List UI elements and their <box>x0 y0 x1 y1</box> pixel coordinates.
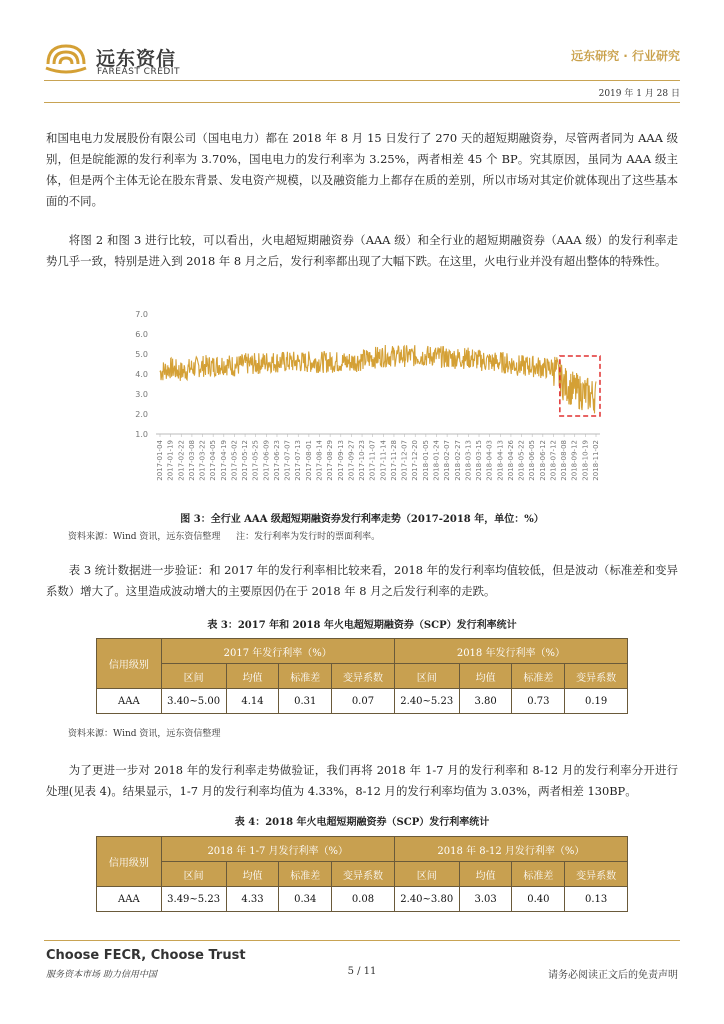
x-tick-label: 2018-02-07 <box>443 440 452 481</box>
x-tick-label: 2017-02-22 <box>177 440 186 481</box>
y-tick-label: 5.0 <box>135 350 148 359</box>
paragraph-1 <box>46 128 678 212</box>
paragraph-1-text: 和国电电力发展股份有限公司（国电电力）都在 2018 年 8 月 15 日发行了 270 天的超短期融资券，尽管两者同为 AAA 级别，但是皖能源的发行利率为 3.70%，国电电力的发行利率为 3.25%，两者相差 45 个 BP。究其原因，虽同为 AAA 级主体，但是两个主体无论在股东背景、发电资产规模，以及融资能力上都存在质的差别，所以市场对其定价就体现出了这些基本面的不同。 <box>46 131 678 208</box>
table-4-cell: 3.49~5.23 <box>161 887 226 912</box>
footer-disclaimer: 请务必阅读正文后的免责声明 <box>548 970 678 981</box>
table-3-cell: 0.31 <box>279 689 332 714</box>
y-tick-label: 3.0 <box>135 390 148 399</box>
x-tick-label: 2017-05-02 <box>230 440 239 481</box>
table-4-rating-header: 信用级别 <box>97 837 162 887</box>
x-tick-label: 2017-07-13 <box>294 440 303 481</box>
x-tick-label: 2018-05-22 <box>517 440 526 481</box>
y-tick-label: 2.0 <box>135 410 148 419</box>
header-rule-thin <box>44 102 680 103</box>
table-3-cell: 2.40~5.23 <box>394 689 459 714</box>
table-3-cell: 4.14 <box>226 689 279 714</box>
table-3-caption: 表 3：2017 年和 2018 年火电超短期融资券（SCP）发行利率统计 <box>207 620 517 631</box>
table-3-col: 标准差 <box>512 664 565 689</box>
x-tick-label: 2017-03-22 <box>198 440 207 481</box>
figure-3-chart <box>120 306 620 502</box>
x-tick-label: 2017-04-19 <box>219 440 228 481</box>
x-tick-label: 2018-04-26 <box>506 440 515 481</box>
table-3-col: 均值 <box>226 664 279 689</box>
table-4-col: 区间 <box>394 862 459 887</box>
y-tick-label: 6.0 <box>135 330 148 339</box>
y-tick-label: 4.0 <box>135 370 148 379</box>
line-chart <box>120 306 620 502</box>
x-tick-label: 2017-01-19 <box>166 440 175 481</box>
x-tick-label: 2017-05-12 <box>241 440 250 481</box>
logo-icon <box>44 40 88 76</box>
table-4-cell: 3.03 <box>459 887 512 912</box>
x-tick-label: 2017-12-20 <box>411 440 420 481</box>
figure-3-caption: 图 3：全行业 AAA 级超短期融资券发行利率走势（2017-2018 年，单位：%） <box>180 514 544 525</box>
footer-slogan: Choose FECR, Choose Trust <box>46 948 246 963</box>
x-tick-label: 2018-11-02 <box>592 440 600 481</box>
x-tick-label: 2017-05-25 <box>251 440 260 481</box>
x-tick-label: 2017-06-09 <box>262 440 271 481</box>
table-3-cell: 0.07 <box>332 689 395 714</box>
x-tick-label: 2018-06-05 <box>528 440 537 481</box>
figure-3-note: 注：发行利率为发行时的票面利率。 <box>236 532 381 542</box>
table-4-cell: 0.40 <box>512 887 565 912</box>
x-tick-label: 2018-03-15 <box>475 440 484 481</box>
x-tick-label: 2018-06-12 <box>538 440 547 481</box>
figure-3-source <box>68 529 380 542</box>
paragraph-2-text: 将图 2 和图 3 进行比较，可以看出，火电超短期融资券（AAA 级）和全行业的超短期融资券（AAA 级）的发行利率走势几乎一致，特别是进入到 2018 年 8 月之后，发行利率都出现了大幅下跌。在这里，火电行业并没有超出整体的特殊性。 <box>46 233 678 268</box>
table-4-group-1: 2018 年 1-7 月发行利率（%） <box>161 837 394 862</box>
table-3-cell: 3.80 <box>459 689 512 714</box>
footer-tagline: 服务资本市场 助力信用中国 <box>46 970 157 980</box>
table-4-cell: 0.08 <box>332 887 395 912</box>
paragraph-2 <box>46 230 678 272</box>
x-tick-label: 2017-03-08 <box>187 440 196 481</box>
x-tick-label: 2018-04-13 <box>496 440 505 481</box>
x-tick-label: 2018-01-24 <box>432 440 441 481</box>
paragraph-3 <box>46 560 678 602</box>
table-3-col: 标准差 <box>279 664 332 689</box>
x-tick-label: 2017-08-01 <box>304 440 313 481</box>
table-row <box>97 689 628 714</box>
x-tick-label: 2018-01-05 <box>421 440 430 481</box>
table-3-source: 资料来源：Wind 资讯，远东资信整理 <box>68 729 221 739</box>
x-tick-label: 2018-04-03 <box>485 440 494 481</box>
logo-en: FAREAST CREDIT <box>97 67 180 77</box>
table-4-col: 均值 <box>459 862 512 887</box>
table-4-col: 标准差 <box>512 862 565 887</box>
table-4-cell: 2.40~3.80 <box>394 887 459 912</box>
table-4-cell: 4.33 <box>226 887 279 912</box>
x-tick-label: 2017-06-23 <box>272 440 281 481</box>
series-line-issuance-rate <box>160 345 596 413</box>
x-tick-label: 2018-07-12 <box>549 440 558 481</box>
table-3-cell: 3.40~5.00 <box>161 689 226 714</box>
table-4-group-2: 2018 年 8-12 月发行利率（%） <box>394 837 627 862</box>
table-4-col: 标准差 <box>279 862 332 887</box>
x-tick-label: 2018-03-13 <box>464 440 473 481</box>
x-tick-label: 2017-11-14 <box>379 440 388 481</box>
table-3-cell: AAA <box>97 689 162 714</box>
page-number: 5 / 11 <box>347 966 377 977</box>
x-tick-label: 2018-10-19 <box>581 440 590 481</box>
table-3-col: 均值 <box>459 664 512 689</box>
y-tick-label: 7.0 <box>135 310 148 319</box>
paragraph-3-text: 表 3 统计数据进一步验证：和 2017 年的发行利率相比较来看，2018 年的发行利率均值较低，但是波动（标准差和变异系数）增大了。这里造成波动增大的主要原因仍在于 2018 年 8 月之后发行利率的走跌。 <box>46 563 678 598</box>
table-3-cell: 0.73 <box>512 689 565 714</box>
x-tick-label: 2017-01-04 <box>156 440 164 481</box>
table-3-col: 变异系数 <box>332 664 395 689</box>
x-tick-label: 2017-10-23 <box>358 440 367 481</box>
table-4-col: 均值 <box>226 862 279 887</box>
x-tick-label: 2018-08-08 <box>560 440 569 481</box>
table-4-col: 区间 <box>161 862 226 887</box>
header-rule <box>44 80 680 81</box>
table-4-col: 变异系数 <box>565 862 628 887</box>
y-tick-label: 1.0 <box>135 430 148 439</box>
x-tick-label: 2018-02-27 <box>453 440 462 481</box>
paragraph-4 <box>46 760 678 802</box>
x-tick-label: 2017-07-07 <box>283 440 292 481</box>
table-3-cell: 0.19 <box>565 689 628 714</box>
x-tick-label: 2017-08-29 <box>326 440 335 481</box>
logo-cn: 远东资信 <box>96 48 177 70</box>
table-3-rating-header: 信用级别 <box>97 639 162 689</box>
table-3 <box>96 638 628 714</box>
table-4-col: 变异系数 <box>332 862 395 887</box>
x-tick-label: 2017-11-28 <box>389 440 398 481</box>
table-3-col: 变异系数 <box>565 664 628 689</box>
report-date: 2019 年 1 月 28 日 <box>598 89 680 99</box>
table-4-cell: 0.34 <box>279 887 332 912</box>
figure-3-source-text: 资料来源：Wind 资讯，远东资信整理 <box>68 532 221 542</box>
table-4-cell: 0.13 <box>565 887 628 912</box>
x-tick-label: 2017-09-27 <box>347 440 356 481</box>
table-3-group-2: 2018 年发行利率（%） <box>394 639 627 664</box>
table-4 <box>96 836 628 912</box>
x-tick-label: 2018-09-12 <box>570 440 579 481</box>
footer-rule <box>44 940 680 941</box>
table-row <box>97 887 628 912</box>
section-title: 远东研究 · 行业研究 <box>571 49 680 63</box>
table-3-col: 区间 <box>394 664 459 689</box>
x-tick-label: 2017-11-07 <box>368 440 377 481</box>
x-tick-label: 2017-04-05 <box>209 440 218 481</box>
x-tick-label: 2017-12-07 <box>400 440 409 481</box>
table-4-cell: AAA <box>97 887 162 912</box>
paragraph-4-text: 为了更进一步对 2018 年的发行利率走势做验证，我们再将 2018 年 1-7 月的发行利率和 8-12 月的发行利率分开进行处理(见表 4)。结果显示，1-7 月的发行利率均值为 4.33%，8-12 月的发行利率均值为 3.03%，两者相差 130BP。 <box>46 763 678 798</box>
table-3-group-1: 2017 年发行利率（%） <box>161 639 394 664</box>
table-4-caption: 表 4：2018 年火电超短期融资券（SCP）发行利率统计 <box>234 817 490 828</box>
x-tick-label: 2017-09-13 <box>336 440 345 481</box>
x-tick-label: 2017-08-14 <box>315 440 324 481</box>
table-3-col: 区间 <box>161 664 226 689</box>
logo <box>44 40 88 76</box>
